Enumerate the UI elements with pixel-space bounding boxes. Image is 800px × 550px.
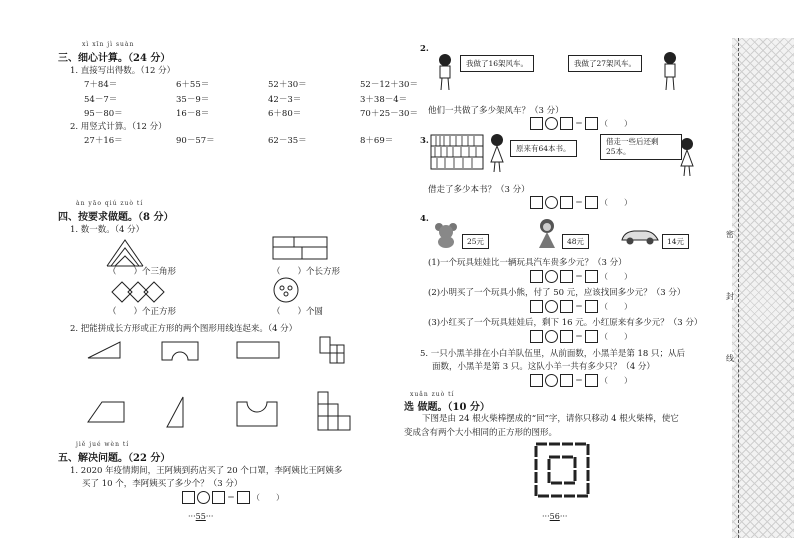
bear-price: 25元 <box>462 234 489 249</box>
s4-q1-title: 1. 数一数。（4 分） <box>70 225 145 235</box>
circle-figure <box>272 276 302 306</box>
car-price: 14元 <box>662 234 689 249</box>
answer-circle[interactable] <box>545 196 558 209</box>
answer-box[interactable] <box>530 196 543 209</box>
answer-box[interactable] <box>585 117 598 130</box>
square-figure <box>110 278 166 306</box>
q4-sub2-answer: ＝ （ ） <box>530 300 632 313</box>
answer-box[interactable] <box>560 196 573 209</box>
unit-paren: （ ） <box>252 493 284 502</box>
q2-number: 2. <box>420 44 429 54</box>
answer-box[interactable] <box>560 270 573 283</box>
unit-paren: （ ） <box>600 198 632 207</box>
piece-block-stack <box>316 390 352 432</box>
q4-sub3: (3)小红买了一个玩具娃娃后，剩下 16 元。小红原来有多少元？（3 分） <box>428 318 703 328</box>
rectangle-figure <box>272 236 328 260</box>
q4-sub3-answer: ＝ （ ） <box>530 330 632 343</box>
answer-box[interactable] <box>560 300 573 313</box>
q2-question: 他们一共做了多少架风车？（3 分） <box>428 106 564 116</box>
calc-item: 8＋69＝ <box>360 136 394 146</box>
q3-bubble-right-line1: 借走一些后还剩 <box>606 137 659 146</box>
q4-number: 4. <box>420 214 429 224</box>
section5-pinyin: jiě jué wèn tí <box>76 441 130 448</box>
q4-sub1-answer: ＝ （ ） <box>530 270 632 283</box>
answer-box[interactable] <box>560 330 573 343</box>
piece-parallelogram <box>86 400 126 424</box>
q3-answer: ＝ （ ） <box>530 196 632 209</box>
rectangle-count: （ ）个长方形 <box>272 267 341 277</box>
answer-box[interactable] <box>585 300 598 313</box>
teddy-bear-icon <box>433 222 459 248</box>
bookshelf-icon <box>430 134 484 170</box>
right-page <box>400 0 730 550</box>
answer-box[interactable] <box>530 374 543 387</box>
s5-q1-line2: 买了 10 个，李阿姨买了多少个？（3 分） <box>82 479 243 489</box>
left-page-number: ···55··· <box>188 512 214 521</box>
calc-row-3 <box>84 107 452 119</box>
answer-circle[interactable] <box>197 491 210 504</box>
s5-q1-answer: ＝ （ ） <box>182 491 284 504</box>
calc-item: 54－7＝ <box>84 95 118 105</box>
unit-paren: （ ） <box>600 376 632 385</box>
section3-pinyin: xì xīn jì suàn <box>82 41 135 48</box>
piece-trapezoid <box>235 340 281 360</box>
seal-char-2: 封 <box>726 292 734 301</box>
girl-figure-icon-2 <box>678 136 696 178</box>
calc-item: 42－3＝ <box>268 95 302 105</box>
calc-item: 7＋84＝ <box>84 80 118 90</box>
calc-item: 3＋38－4＝ <box>360 95 408 105</box>
piece-right-triangle <box>86 340 122 360</box>
calc-item: 95－80＝ <box>84 109 123 119</box>
answer-circle[interactable] <box>545 117 558 130</box>
calc-item: 90－57＝ <box>176 136 215 146</box>
matchstick-figure <box>532 440 592 500</box>
circle-count: （ ）个圆 <box>272 307 324 317</box>
q3-bubble-left: 原来有64本书。 <box>510 140 577 157</box>
unit-paren: （ ） <box>600 272 632 281</box>
calc-item: 62－35＝ <box>268 136 307 146</box>
calc-item: 27＋16＝ <box>84 136 123 146</box>
calc-item: 70＋25－30＝ <box>360 109 418 119</box>
answer-box[interactable] <box>585 374 598 387</box>
section3-title: 三、细心计算。（24 分） <box>58 53 171 64</box>
q5-line1: 5. 一只小黑羊排在小白羊队伍里，从前面数，小黑羊是第 18 只；从后 <box>420 349 686 359</box>
choice-line1: 下图是由 24 根火柴棒摆成的“回”字，请你只移动 4 根火柴棒，使它 <box>422 414 679 424</box>
q3-bubble-right <box>600 134 682 160</box>
unit-paren: （ ） <box>600 119 632 128</box>
page-number-text: 56 <box>549 512 560 521</box>
square-count: （ ）个正方形 <box>108 307 177 317</box>
seal-char-3: 线 <box>726 354 734 363</box>
answer-circle[interactable] <box>545 270 558 283</box>
s5-q1-line1: 1. 2020 年疫情期间，王阿姨到药店买了 20 个口罩，李阿姨比王阿姨多 <box>70 466 343 476</box>
piece-arch <box>160 340 200 362</box>
q5-line2: 面数，小黑羊是第 3 只。这队小羊一共有多少只？（4 分） <box>432 362 655 372</box>
boy-figure-icon-2 <box>660 50 680 92</box>
answer-box[interactable] <box>530 300 543 313</box>
doll-icon <box>536 218 558 250</box>
girl-figure-icon <box>488 132 506 174</box>
q2-bubble-right: 我做了27架风车。 <box>568 55 642 72</box>
s4-q2-title: 2. 把能拼成长方形或正方形的两个图形用线连起来。（4 分） <box>70 324 298 334</box>
doll-price: 48元 <box>562 234 589 249</box>
q4-sub1: (1)一个玩具娃娃比一辆玩具汽车贵多少元？（3 分） <box>428 258 627 268</box>
answer-box[interactable] <box>560 117 573 130</box>
answer-box[interactable] <box>530 117 543 130</box>
page-number-text: 55 <box>195 512 206 521</box>
calc-item: 52＋30＝ <box>268 80 307 90</box>
calc-row-2 <box>84 93 452 105</box>
answer-box[interactable] <box>530 270 543 283</box>
answer-box[interactable] <box>585 330 598 343</box>
q3-bubble-right-line2: 25本。 <box>606 147 631 156</box>
unit-paren: （ ） <box>600 332 632 341</box>
answer-box[interactable] <box>212 491 225 504</box>
calc-item: 35－9＝ <box>176 95 210 105</box>
choice-pinyin: xuǎn zuò tí <box>410 391 455 398</box>
q2-answer: ＝ （ ） <box>530 117 632 130</box>
piece-semicircle-bump <box>235 400 279 428</box>
calc-item: 52－12＋30＝ <box>360 80 418 90</box>
calc-item: 16－8＝ <box>176 109 210 119</box>
q3-number: 3. <box>420 136 429 146</box>
piece-tall-triangle <box>165 395 185 429</box>
toy-car-icon <box>620 226 660 246</box>
vertical-calc-row <box>84 134 452 146</box>
q5-answer: ＝ （ ） <box>530 374 632 387</box>
q2-bubble-left: 我做了16架风车。 <box>460 55 534 72</box>
answer-box[interactable] <box>237 491 250 504</box>
calc-row-1 <box>84 78 452 90</box>
unit-paren: （ ） <box>600 302 632 311</box>
answer-box[interactable] <box>182 491 195 504</box>
choice-line2: 变成含有两个大小相同的正方形的图形。 <box>404 428 558 438</box>
answer-circle[interactable] <box>545 300 558 313</box>
calc-item: 6＋55＝ <box>176 80 210 90</box>
answer-box[interactable] <box>585 196 598 209</box>
answer-box[interactable] <box>585 270 598 283</box>
answer-circle[interactable] <box>545 330 558 343</box>
answer-circle[interactable] <box>545 374 558 387</box>
s3-q1-title: 1. 直接写出得数。（12 分） <box>70 66 176 76</box>
seal-dashed-line <box>738 38 739 538</box>
seal-char-1: 密 <box>726 230 734 239</box>
answer-box[interactable] <box>560 374 573 387</box>
section5-title: 五、解决问题。（22 分） <box>58 453 171 464</box>
boy-figure-icon <box>435 52 455 92</box>
q4-sub2: (2)小明买了一个玩具小熊，付了 50 元，应该找回多少元？（3 分） <box>428 288 686 298</box>
section4-title: 四、按要求做题。（8 分） <box>58 212 174 223</box>
calc-item: 6＋80＝ <box>268 109 302 119</box>
right-page-number: ···56··· <box>542 512 568 521</box>
s3-q2-title: 2. 用竖式计算。（12 分） <box>70 122 167 132</box>
piece-steps <box>318 335 346 365</box>
section4-pinyin: àn yāo qiú zuò tí <box>76 200 144 207</box>
choice-title: 选 做题。（10 分） <box>404 402 490 413</box>
triangle-count: （ ）个三角形 <box>108 267 177 277</box>
q3-question: 借走了多少本书？（3 分） <box>428 185 530 195</box>
answer-box[interactable] <box>530 330 543 343</box>
binding-margin <box>732 38 794 538</box>
